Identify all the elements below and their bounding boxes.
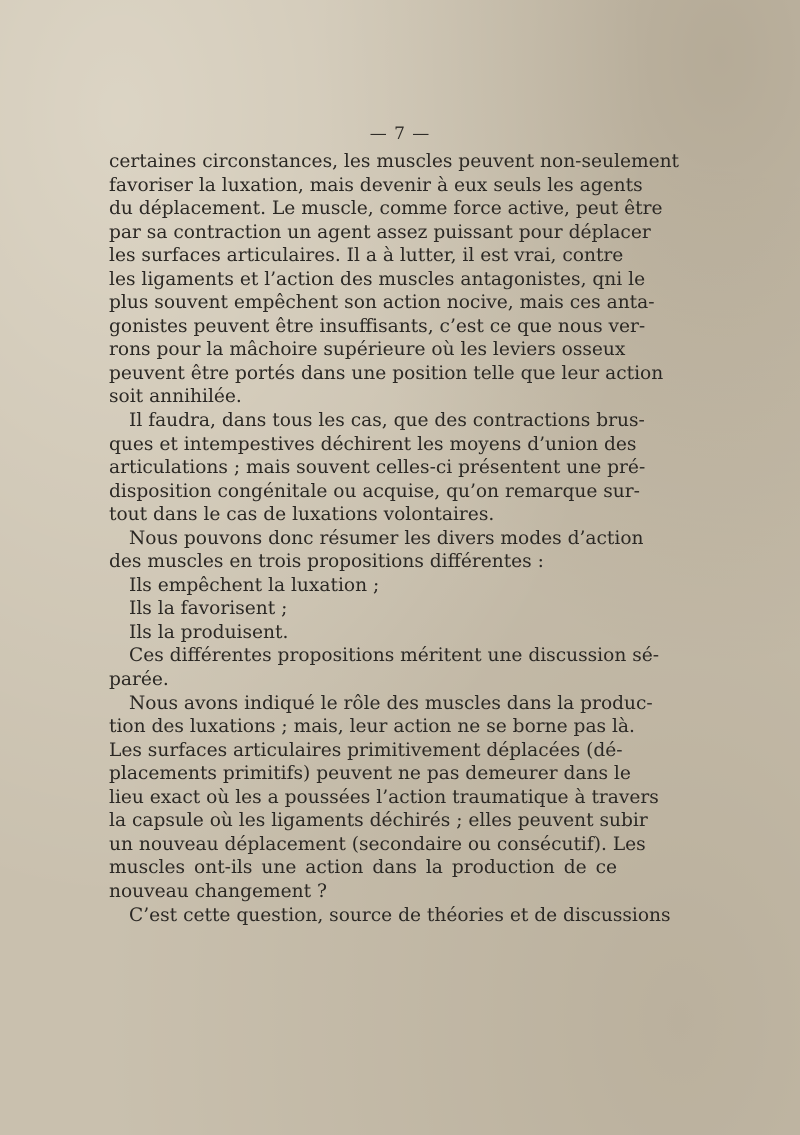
- text-line: disposition congénitale ou acquise, qu’on remarque sur-: [109, 480, 640, 502]
- body-text: [109, 150, 680, 927]
- text-line: tion des luxations ; mais, leur action ne se borne pas là.: [109, 716, 635, 738]
- text-line: du déplacement. Le muscle, comme force active, peut être: [109, 198, 663, 220]
- text-line: un nouveau déplacement (secondaire ou consécutif). Les: [109, 833, 646, 855]
- text-line: Nous avons indiqué le rôle des muscles dans la produc-: [129, 692, 653, 714]
- text-line: placements primitifs) peuvent ne pas demeurer dans le: [109, 763, 631, 785]
- text-line: favoriser la luxation, mais devenir à eux seuls les agents: [109, 174, 643, 196]
- text-line: lieu exact où les a poussées l’action traumatique à travers: [109, 786, 659, 808]
- text-line: Ils la produisent.: [129, 621, 289, 643]
- text-line: muscles ont-ils une action dans la production de ce: [109, 857, 617, 879]
- text-line: parée.: [109, 669, 169, 691]
- text-line: nouveau changement ?: [109, 880, 327, 902]
- text-line: plus souvent empêchent son action nocive, mais ces anta-: [109, 292, 655, 314]
- text-line: rons pour la mâchoire supérieure où les leviers osseux: [109, 339, 626, 361]
- text-line: des muscles en trois propositions différentes :: [109, 551, 544, 573]
- text-line: Nous pouvons donc résumer les divers modes d’action: [129, 527, 644, 549]
- text-line: C’est cette question, source de théories et de discussions: [129, 904, 671, 926]
- text-line: soit annihilée.: [109, 386, 242, 408]
- text-line: les ligaments et l’action des muscles antagonistes, qni le: [109, 268, 646, 290]
- text-line: Ils la favorisent ;: [129, 598, 288, 620]
- text-line: gonistes peuvent être insuffisants, c’est ce que nous ver-: [109, 315, 646, 337]
- text-line: Ils empêchent la luxation ;: [129, 574, 380, 596]
- text-line: par sa contraction un agent assez puissant pour déplacer: [109, 221, 651, 243]
- text-line: certaines circonstances, les muscles peuvent non-seulement: [109, 151, 680, 172]
- text-line: la capsule où les ligaments déchirés ; elles peuvent subir: [109, 810, 648, 832]
- text-line: les surfaces articulaires. Il a à lutter, il est vrai, contre: [109, 245, 624, 267]
- text-line: Il faudra, dans tous les cas, que des contractions brus-: [129, 410, 645, 432]
- page-number: — 7 —: [369, 124, 431, 144]
- text-line: peuvent être portés dans une position telle que leur action: [109, 362, 664, 384]
- text-line: Ces différentes propositions méritent une discussion sé-: [129, 645, 660, 667]
- text-line: tout dans le cas de luxations volontaires.: [109, 504, 495, 526]
- text-line: Les surfaces articulaires primitivement déplacées (dé-: [109, 739, 623, 761]
- text-line: ques et intempestives déchirent les moyens d’union des: [109, 433, 637, 455]
- text-line: articulations ; mais souvent celles-ci présentent une pré-: [109, 457, 646, 479]
